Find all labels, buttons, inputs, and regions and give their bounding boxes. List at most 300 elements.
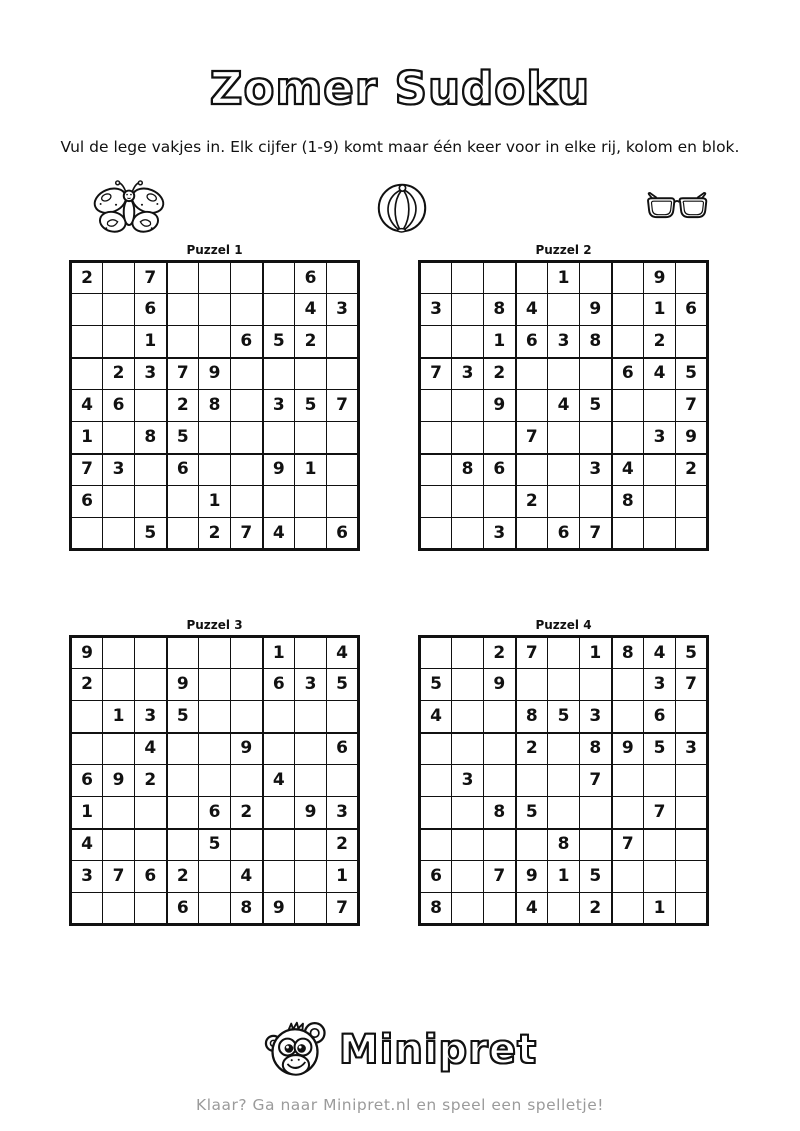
sudoku-cell: [580, 797, 612, 829]
sudoku-cell: [644, 765, 676, 797]
sudoku-cell: [420, 390, 452, 422]
sudoku-cell: [484, 262, 516, 294]
puzzle-1-label: Puzzel 1: [186, 243, 243, 257]
sudoku-cell: 3: [263, 390, 295, 422]
sudoku-cell: 5: [295, 390, 327, 422]
sudoku-cell: [295, 765, 327, 797]
sudoku-cell: 9: [167, 669, 199, 701]
sudoku-cell: 6: [548, 518, 580, 550]
sudoku-grid-3: [69, 635, 360, 926]
sudoku-cell: [420, 797, 452, 829]
sudoku-cell: [676, 326, 708, 358]
sudoku-cell: [231, 669, 263, 701]
sudoku-cell: [420, 765, 452, 797]
sudoku-cell: 7: [103, 861, 135, 893]
sudoku-cell: [612, 262, 644, 294]
sudoku-cell: 4: [71, 390, 103, 422]
sudoku-cell: [295, 701, 327, 733]
sudoku-cell: [199, 422, 231, 454]
sudoku-cell: [295, 733, 327, 765]
sudoku-cell: [612, 390, 644, 422]
sudoku-cell: 3: [420, 294, 452, 326]
sudoku-cell: [644, 829, 676, 861]
sudoku-cell: [612, 518, 644, 550]
sudoku-cell: 5: [676, 358, 708, 390]
sudoku-cell: 4: [327, 637, 359, 669]
sudoku-cell: 6: [295, 262, 327, 294]
sudoku-cell: 9: [516, 861, 548, 893]
sunglasses-icon: [646, 188, 708, 224]
sudoku-cell: 3: [327, 797, 359, 829]
sudoku-cell: 6: [676, 294, 708, 326]
sudoku-cell: 6: [644, 701, 676, 733]
sudoku-cell: 3: [452, 358, 484, 390]
sudoku-cell: 6: [231, 326, 263, 358]
sudoku-cell: [644, 454, 676, 486]
sudoku-cell: 2: [516, 733, 548, 765]
sudoku-cell: 5: [580, 390, 612, 422]
sudoku-cell: [676, 518, 708, 550]
sudoku-cell: 4: [263, 518, 295, 550]
sudoku-cell: [167, 486, 199, 518]
sudoku-cell: [231, 358, 263, 390]
sudoku-cell: 1: [644, 294, 676, 326]
sudoku-cell: [612, 294, 644, 326]
sudoku-cell: [612, 765, 644, 797]
sudoku-cell: [516, 390, 548, 422]
sudoku-cell: 2: [231, 797, 263, 829]
sudoku-cell: [516, 454, 548, 486]
sudoku-cell: [135, 390, 167, 422]
sudoku-cell: [452, 701, 484, 733]
sudoku-cell: 9: [263, 454, 295, 486]
sudoku-cell: [71, 358, 103, 390]
sudoku-cell: [420, 454, 452, 486]
sudoku-cell: [612, 669, 644, 701]
sudoku-cell: 3: [135, 358, 167, 390]
sudoku-cell: [676, 262, 708, 294]
sudoku-cell: [580, 422, 612, 454]
sudoku-cell: [612, 861, 644, 893]
sudoku-cell: 4: [231, 861, 263, 893]
sudoku-cell: [644, 486, 676, 518]
sudoku-cell: 7: [135, 262, 167, 294]
sudoku-cell: [452, 262, 484, 294]
sudoku-cell: 1: [295, 454, 327, 486]
sudoku-cell: [580, 669, 612, 701]
sudoku-cell: 7: [327, 893, 359, 925]
sudoku-cell: 7: [580, 518, 612, 550]
sudoku-cell: 9: [484, 669, 516, 701]
sudoku-cell: [231, 390, 263, 422]
sudoku-cell: 7: [676, 390, 708, 422]
sudoku-cell: 4: [516, 893, 548, 925]
sudoku-cell: 7: [516, 637, 548, 669]
sudoku-cell: 1: [199, 486, 231, 518]
sudoku-cell: [71, 733, 103, 765]
sudoku-cell: [327, 486, 359, 518]
sudoku-cell: [199, 262, 231, 294]
sudoku-cell: 1: [548, 861, 580, 893]
sudoku-cell: [612, 326, 644, 358]
sudoku-cell: 5: [516, 797, 548, 829]
sudoku-cell: [548, 637, 580, 669]
sudoku-cell: [420, 262, 452, 294]
sudoku-cell: [548, 765, 580, 797]
sudoku-cell: 2: [484, 637, 516, 669]
sudoku-cell: [452, 422, 484, 454]
sudoku-cell: 9: [199, 358, 231, 390]
sudoku-cell: 5: [167, 701, 199, 733]
sudoku-cell: 7: [484, 861, 516, 893]
sudoku-cell: [135, 893, 167, 925]
sudoku-cell: 7: [580, 765, 612, 797]
sudoku-cell: 8: [612, 637, 644, 669]
sudoku-cell: [295, 422, 327, 454]
sudoku-cell: [135, 454, 167, 486]
sudoku-cell: 8: [135, 422, 167, 454]
sudoku-cell: 3: [676, 733, 708, 765]
sudoku-cell: [263, 861, 295, 893]
sudoku-cell: [295, 486, 327, 518]
sudoku-cell: [452, 294, 484, 326]
sudoku-cell: 6: [612, 358, 644, 390]
sudoku-grid-1: [69, 260, 360, 551]
instructions-text: Vul de lege vakjes in. Elk cijfer (1-9) komt maar één keer voor in elke rij, kolom en blok.: [60, 138, 740, 156]
sudoku-cell: [103, 518, 135, 550]
monkey-icon: [263, 1018, 327, 1082]
sudoku-cell: 8: [231, 893, 263, 925]
sudoku-cell: [295, 893, 327, 925]
sudoku-cell: [167, 518, 199, 550]
sudoku-cell: [135, 486, 167, 518]
sudoku-cell: [484, 765, 516, 797]
sudoku-cell: 6: [135, 294, 167, 326]
sudoku-cell: [295, 861, 327, 893]
sudoku-cell: [103, 733, 135, 765]
sudoku-cell: 5: [676, 637, 708, 669]
sudoku-cell: 1: [327, 861, 359, 893]
sudoku-cell: [295, 637, 327, 669]
sudoku-cell: [580, 829, 612, 861]
sudoku-cell: 3: [71, 861, 103, 893]
sudoku-cell: [167, 733, 199, 765]
sudoku-cell: [263, 358, 295, 390]
sudoku-cell: [548, 358, 580, 390]
sudoku-cell: [103, 797, 135, 829]
sudoku-cell: 9: [103, 765, 135, 797]
sudoku-cell: 6: [71, 486, 103, 518]
sudoku-cell: 8: [199, 390, 231, 422]
sudoku-cell: [484, 422, 516, 454]
sudoku-cell: [71, 518, 103, 550]
sudoku-cell: [548, 797, 580, 829]
sudoku-cell: [199, 733, 231, 765]
sudoku-cell: [327, 326, 359, 358]
sudoku-cell: [103, 829, 135, 861]
sudoku-cell: [420, 733, 452, 765]
sudoku-cell: [231, 454, 263, 486]
sudoku-cell: [263, 733, 295, 765]
sudoku-cell: [452, 486, 484, 518]
sudoku-cell: 3: [484, 518, 516, 550]
sudoku-cell: 7: [612, 829, 644, 861]
sudoku-cell: [295, 358, 327, 390]
sudoku-cell: 1: [644, 893, 676, 925]
sudoku-cell: 4: [644, 358, 676, 390]
sudoku-cell: [580, 262, 612, 294]
sudoku-cell: 6: [327, 518, 359, 550]
sudoku-cell: 4: [612, 454, 644, 486]
brand-name: Minipret: [338, 1027, 538, 1073]
sudoku-cell: 6: [327, 733, 359, 765]
sudoku-cell: [71, 893, 103, 925]
sudoku-cell: 8: [580, 326, 612, 358]
sudoku-cell: 8: [580, 733, 612, 765]
puzzle-3: [69, 618, 360, 926]
sudoku-cell: [580, 358, 612, 390]
sudoku-cell: [135, 669, 167, 701]
sudoku-cell: [103, 486, 135, 518]
sudoku-cell: [452, 829, 484, 861]
sudoku-cell: 1: [71, 422, 103, 454]
sudoku-cell: [644, 390, 676, 422]
sudoku-cell: [199, 893, 231, 925]
sudoku-cell: [516, 518, 548, 550]
sudoku-cell: [167, 765, 199, 797]
sudoku-cell: 3: [135, 701, 167, 733]
sudoku-cell: [420, 486, 452, 518]
sudoku-cell: 4: [295, 294, 327, 326]
sudoku-cell: [199, 765, 231, 797]
sudoku-cell: [676, 829, 708, 861]
sudoku-cell: 5: [167, 422, 199, 454]
sudoku-cell: 4: [263, 765, 295, 797]
sudoku-cell: 4: [516, 294, 548, 326]
sudoku-cell: 2: [103, 358, 135, 390]
sudoku-cell: [548, 454, 580, 486]
sudoku-cell: 8: [484, 294, 516, 326]
sudoku-cell: [199, 861, 231, 893]
sudoku-cell: [231, 486, 263, 518]
sudoku-cell: 7: [167, 358, 199, 390]
sudoku-cell: 1: [135, 326, 167, 358]
sudoku-cell: 8: [516, 701, 548, 733]
sudoku-cell: [199, 454, 231, 486]
sudoku-cell: [263, 486, 295, 518]
sudoku-cell: [516, 765, 548, 797]
sudoku-cell: [420, 829, 452, 861]
sudoku-cell: [452, 390, 484, 422]
sudoku-cell: 2: [167, 861, 199, 893]
sudoku-cell: [548, 294, 580, 326]
sudoku-cell: 3: [580, 454, 612, 486]
sudoku-cell: 5: [580, 861, 612, 893]
sudoku-cell: 4: [71, 829, 103, 861]
page-title: Zomer Sudoku: [209, 62, 591, 115]
sudoku-cell: [103, 326, 135, 358]
sudoku-cell: [199, 701, 231, 733]
sudoku-cell: [263, 797, 295, 829]
sudoku-cell: 1: [484, 326, 516, 358]
sudoku-cell: [231, 765, 263, 797]
sudoku-cell: 8: [484, 797, 516, 829]
sudoku-cell: [231, 829, 263, 861]
sudoku-cell: 2: [327, 829, 359, 861]
sudoku-cell: 7: [231, 518, 263, 550]
sudoku-cell: 1: [580, 637, 612, 669]
sudoku-cell: 6: [167, 893, 199, 925]
sudoku-cell: [199, 326, 231, 358]
sudoku-cell: 7: [327, 390, 359, 422]
sudoku-cell: 4: [420, 701, 452, 733]
footer-tagline: Klaar? Ga naar Minipret.nl en speel een spelletje!: [196, 1096, 604, 1114]
sudoku-cell: 6: [516, 326, 548, 358]
sudoku-cell: [263, 829, 295, 861]
sudoku-cell: [644, 861, 676, 893]
sudoku-cell: [295, 829, 327, 861]
sudoku-cell: 8: [612, 486, 644, 518]
sudoku-cell: [516, 358, 548, 390]
sudoku-cell: 5: [548, 701, 580, 733]
sudoku-cell: 1: [71, 797, 103, 829]
sudoku-cell: 6: [420, 861, 452, 893]
sudoku-cell: [231, 637, 263, 669]
sudoku-cell: [327, 262, 359, 294]
sudoku-cell: 1: [548, 262, 580, 294]
sudoku-cell: [612, 893, 644, 925]
puzzle-2: [418, 243, 709, 551]
sudoku-cell: 2: [71, 262, 103, 294]
sudoku-cell: [420, 422, 452, 454]
sudoku-cell: 1: [103, 701, 135, 733]
sudoku-cell: [327, 701, 359, 733]
sudoku-cell: 2: [135, 765, 167, 797]
sudoku-cell: [263, 262, 295, 294]
sudoku-cell: [231, 701, 263, 733]
sudoku-cell: [199, 669, 231, 701]
sudoku-cell: [103, 637, 135, 669]
sudoku-cell: 7: [676, 669, 708, 701]
sudoku-cell: 4: [548, 390, 580, 422]
sudoku-cell: 2: [71, 669, 103, 701]
sudoku-cell: [452, 326, 484, 358]
sudoku-cell: [231, 262, 263, 294]
sudoku-cell: [644, 518, 676, 550]
sudoku-cell: 5: [420, 669, 452, 701]
sudoku-cell: 9: [295, 797, 327, 829]
sudoku-cell: [103, 422, 135, 454]
puzzle-1: [69, 243, 360, 551]
sudoku-cell: 9: [612, 733, 644, 765]
sudoku-cell: [263, 701, 295, 733]
sudoku-cell: [548, 893, 580, 925]
sudoku-cell: [167, 326, 199, 358]
sudoku-cell: 2: [644, 326, 676, 358]
sudoku-cell: [327, 454, 359, 486]
sudoku-cell: [167, 637, 199, 669]
sudoku-cell: 3: [327, 294, 359, 326]
sudoku-cell: [135, 797, 167, 829]
sudoku-cell: 5: [644, 733, 676, 765]
sudoku-cell: [612, 797, 644, 829]
sudoku-cell: [167, 829, 199, 861]
sudoku-cell: 3: [548, 326, 580, 358]
sudoku-cell: [231, 422, 263, 454]
sudoku-cell: 4: [135, 733, 167, 765]
sudoku-cell: [420, 637, 452, 669]
sudoku-cell: 2: [167, 390, 199, 422]
sudoku-grid-2: [418, 260, 709, 551]
sudoku-cell: 6: [199, 797, 231, 829]
sudoku-cell: [612, 701, 644, 733]
sudoku-cell: [452, 669, 484, 701]
sudoku-cell: 7: [644, 797, 676, 829]
sudoku-cell: 5: [199, 829, 231, 861]
sudoku-cell: [167, 797, 199, 829]
sudoku-cell: 2: [295, 326, 327, 358]
sudoku-cell: [103, 669, 135, 701]
sudoku-cell: [548, 422, 580, 454]
sudoku-cell: [452, 893, 484, 925]
sudoku-cell: [420, 518, 452, 550]
sudoku-cell: 8: [420, 893, 452, 925]
sudoku-cell: [612, 422, 644, 454]
sudoku-cell: 9: [676, 422, 708, 454]
sudoku-cell: [263, 422, 295, 454]
sudoku-cell: 7: [71, 454, 103, 486]
sudoku-cell: 5: [263, 326, 295, 358]
sudoku-cell: 5: [327, 669, 359, 701]
sudoku-cell: [135, 829, 167, 861]
sudoku-cell: [103, 893, 135, 925]
sudoku-cell: [103, 294, 135, 326]
sudoku-cell: 5: [135, 518, 167, 550]
sudoku-cell: 9: [231, 733, 263, 765]
sudoku-cell: [452, 518, 484, 550]
puzzle-2-label: Puzzel 2: [535, 243, 592, 257]
sudoku-cell: 6: [167, 454, 199, 486]
butterfly-icon: [88, 178, 170, 238]
sudoku-cell: [135, 637, 167, 669]
sudoku-cell: [199, 637, 231, 669]
sudoku-cell: 3: [580, 701, 612, 733]
sudoku-cell: 3: [644, 669, 676, 701]
sudoku-cell: [484, 701, 516, 733]
sudoku-cell: [452, 861, 484, 893]
sudoku-cell: [452, 733, 484, 765]
sudoku-cell: 9: [71, 637, 103, 669]
sudoku-cell: 6: [103, 390, 135, 422]
sudoku-cell: 7: [420, 358, 452, 390]
sudoku-cell: [71, 326, 103, 358]
sudoku-cell: 3: [452, 765, 484, 797]
sudoku-cell: 6: [135, 861, 167, 893]
puzzle-3-label: Puzzel 3: [186, 618, 243, 632]
sudoku-cell: [327, 358, 359, 390]
footer-logo: [0, 1018, 800, 1082]
sudoku-cell: [103, 262, 135, 294]
sudoku-cell: 8: [548, 829, 580, 861]
puzzle-4-label: Puzzel 4: [535, 618, 592, 632]
sudoku-cell: 6: [484, 454, 516, 486]
sudoku-cell: [676, 701, 708, 733]
sudoku-cell: [231, 294, 263, 326]
sudoku-cell: [484, 486, 516, 518]
sudoku-cell: 2: [676, 454, 708, 486]
sudoku-cell: [516, 669, 548, 701]
sudoku-cell: 9: [484, 390, 516, 422]
